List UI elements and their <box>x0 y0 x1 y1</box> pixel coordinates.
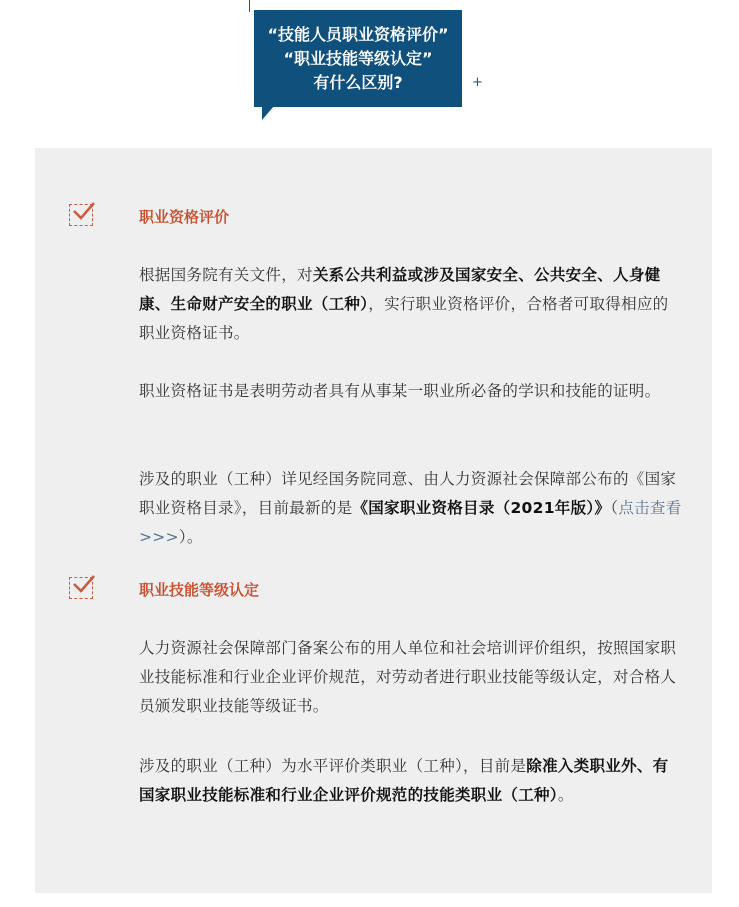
paragraph-qualification-basis <box>139 261 684 348</box>
paragraph-skill-level-scope <box>139 752 684 810</box>
section-title-skill-level: 职业技能等级认定 <box>139 581 260 599</box>
title-line-1: “技能人员职业资格评价” <box>267 24 449 44</box>
title-box <box>254 10 462 107</box>
title-line-3: 有什么区别? <box>313 72 403 92</box>
paragraph-catalog-reference <box>139 465 684 552</box>
bold-text: 关系公共利益或涉及国家安全、公共安全、人身健康、生命财产安全的职业（工种） <box>139 266 661 313</box>
text: 涉及的职业（工种）详见经国务院同意、由人力资源社会保障部公布的《国家职业资格目录》，目前最新的是 <box>139 470 677 517</box>
section-title-qualification: 职业资格评价 <box>139 208 230 226</box>
text: ）。 <box>178 528 203 546</box>
title-line-2: “职业技能等级认定” <box>283 48 433 68</box>
text: 。 <box>557 786 574 804</box>
text: ，实行职业资格评价，合格者可取得相应的职业资格证书。 <box>139 295 669 342</box>
text: （ <box>610 499 619 517</box>
view-catalog-link[interactable]: 点击查看>>> <box>139 499 682 546</box>
check-icon <box>69 577 93 599</box>
bold-text: 《国家职业资格目录（2021年版）》 <box>352 499 611 517</box>
text: 根据国务院有关文件，对 <box>139 266 313 284</box>
plus-icon: + <box>472 75 483 90</box>
text: 涉及的职业（工种）为水平评价类职业（工种），目前是 <box>139 757 527 775</box>
top-connector-line <box>249 0 250 12</box>
check-icon <box>69 204 93 226</box>
bold-text: 除准入类职业外、有国家职业技能标准和行业企业评价规范的技能类职业（工种） <box>139 757 669 804</box>
title-box-tail <box>262 106 274 120</box>
paragraph-certificate-definition: 职业资格证书是表明劳动者具有从事某一职业所必备的学识和技能的证明。 <box>139 382 661 400</box>
paragraph-skill-level-definition: 人力资源社会保障部门备案公布的用人单位和社会培训评价组织，按照国家职业技能标准和行业企业评价规范，对劳动者进行职业技能等级认定，对合格人员颁发职业技能等级证书。 <box>139 639 677 715</box>
